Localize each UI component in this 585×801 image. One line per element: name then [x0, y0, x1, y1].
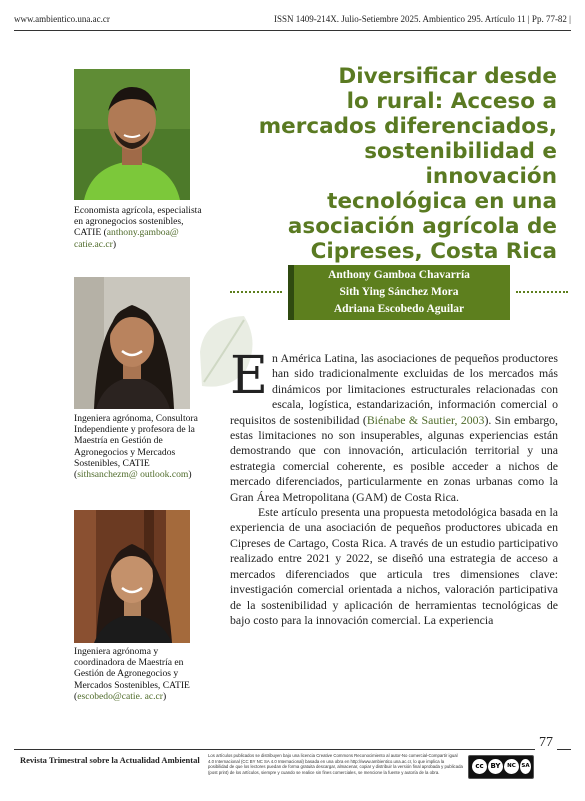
header-divider: [14, 30, 571, 31]
bio-text: Ingeniera agrónoma, Consultora Independiente y profesora de la Maestría en Gestión de Agronegocios y Mercados Sostenibles, CATIE (: [74, 413, 198, 481]
author-photo-gamboa: [74, 69, 190, 200]
sa-icon: SA: [520, 759, 531, 774]
bio-text: Ingeniera agrónoma y coordinadora de Maestría en Gestión de Agronegocios y Mercados Sostenibles, CATIE (: [74, 646, 190, 702]
author-bio-sanchez: [74, 413, 206, 480]
nc-icon: NC: [504, 759, 519, 774]
title-line: tecnológica en una: [327, 189, 557, 214]
title-line: mercados diferenciados,: [258, 114, 557, 139]
header-url[interactable]: www.ambientico.una.ac.cr: [14, 14, 110, 24]
author-name: Anthony Gamboa Chavarría: [328, 269, 470, 281]
article-title: [237, 64, 557, 264]
author-name: Adriana Escobedo Aguilar: [333, 303, 465, 315]
bio-email-link[interactable]: sithsanchezm@ outlook.com: [77, 469, 189, 481]
journal-name: Revista Trimestral sobre la Actualidad Ambiental: [20, 755, 200, 765]
author-photo-escobedo: [74, 510, 190, 643]
bio-close: ): [163, 690, 167, 702]
bio-email-link[interactable]: anthony.gamboa@ catie.ac.cr: [74, 227, 179, 250]
author-photo-sanchez: [74, 277, 190, 409]
title-line: Diversificar desde: [338, 64, 557, 89]
bio-text: Economista agrícola, especialista en agronegocios sostenibles, CATIE (: [74, 205, 202, 239]
bio-close: ): [112, 238, 117, 250]
footer-divider: [14, 749, 571, 750]
article-body: [230, 346, 558, 628]
title-line: lo rural: Acceso a: [346, 89, 557, 114]
author-name: Sith Ying Sánchez Mora: [339, 286, 459, 298]
citation-link[interactable]: Biénabe & Sautier, 2003: [366, 412, 485, 427]
dotted-divider-left: [230, 291, 282, 293]
authors-box: [288, 265, 510, 320]
author-bio-gamboa: [74, 205, 206, 250]
page-number: 77: [535, 735, 557, 751]
header-issn: ISSN 1409-214X. Julio-Setiembre 2025. Ambientico 295. Artículo 11 | Pp. 77-82 |: [273, 14, 571, 24]
paragraph-text: ). Sin embargo, estas limitaciones no son insuperables, algunas experiencias están demostrando que con innovación, articulación territorial y una estrategia comercial coherente, es posible acceder a nichos de mercado diferenciados, particularmente en zonas urbanas como la Gran Área Metropolitana (GAM) de Costa Rica.: [230, 412, 558, 504]
dotted-divider-right: [516, 291, 568, 293]
paragraph-text: n América Latina, las asociaciones de pequeños productores han sido tradicionalmente excluidas de los mercados más dinámicos por limitaciones estructurales relacionadas con escala, logística, estandarización, información comercial o requisitos de sostenibilidad (: [230, 351, 558, 427]
author-bio-escobedo: [74, 646, 206, 702]
cc-icon: cc: [472, 759, 487, 774]
title-line: asociación agrícola de: [287, 214, 557, 239]
by-icon: BY: [488, 759, 503, 774]
title-line: Cipreses, Costa Rica: [310, 239, 557, 264]
license-text: Los artículos publicados se distribuyen bajo una licencia Creative Commons Reconocimiento al autor-No comercial-Compartir igual 4.0 Internacional (CC BY NC SA 4.0 Internacional) basada en una obra en http://www.ambientico.una.ac.cr, lo que implica la posibilidad de que los lectores puedan de forma gratuita descargar, almacenar, copiar y distribuir la versión final aprobada y publicada (post print) de los artículos, siempre y cuando se realice sin fines comerciales, se mencione la fuente y autoría de la obra.: [208, 753, 463, 775]
paragraph: [230, 346, 558, 505]
bio-email-link[interactable]: escobedo@catie. ac.cr: [77, 690, 164, 702]
paragraph: Este artículo presenta una propuesta metodológica basada en la experiencia de una asociación de pequeños productores ubicada en Cipreses de Cartago, Costa Rica. A través de un estudio participativo realizado entre 2021 y 2022, se diseñó una estrategia de acceso a mercados diferenciados que articula tres dimensiones clave: investigación comercial orientada a nichos, valoración participativa de la sostenibilidad y aplicación de herramientas tecnológicas de bajo costo para la innovación comercial. La experiencia: [230, 505, 558, 627]
title-line: sostenibilidad e innovación: [364, 139, 557, 189]
drop-cap: E: [230, 346, 268, 406]
cc-license-badge[interactable]: [468, 755, 534, 779]
bio-close: ): [188, 469, 192, 481]
